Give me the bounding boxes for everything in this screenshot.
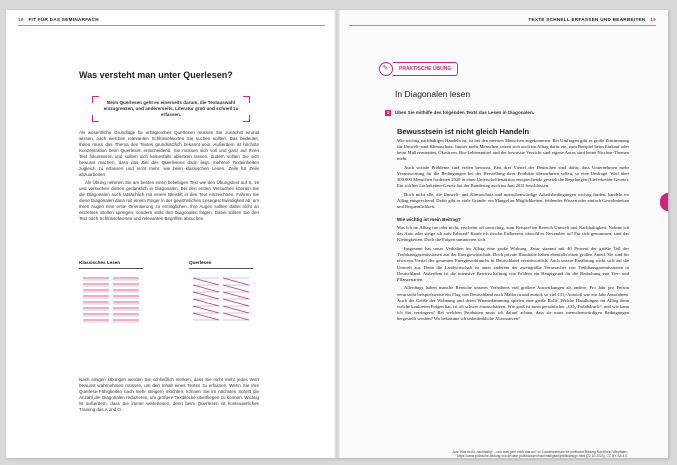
paragraph: Was ich im Alltag tue oder nicht, erscheint oft unwichtig, zum Beispiel im Bereich Umwelt und Nachhaltigkeit: Nehme ich das Auto oder steige ich aufs Fahrrad? Kaufe ich frische Erdbeeren, obwohl es November ist? Für sich genommen, sind das Kleinigkeiten. Doch die Folgen summieren sich. <box>397 225 629 243</box>
paragraph: Nach einigen Übungen werden Sie schließlich merken, dass Sie nicht mehr jedes Wort bewusst wahrnehmen müssen, um den Inhalt eines Textes zu erfassen. Wenn Sie Ihre Querlese-Fähigkeiten nach mehr steigern möchten, können Sie im nächsten Schritt die Anzahl der Diagonalen reduzieren, um größere Textblöcke überfliegen zu können. Wichtig ist außerdem, dass Sie immer weiterlesen, denn beim Querlesen ist kontinuierliches Training das A und O. <box>79 377 259 412</box>
practice-badge: PRAKTISCHE ÜBUNG <box>393 62 458 76</box>
exercise-title: In Diagonalen lesen <box>395 89 471 99</box>
closing-text <box>79 377 259 415</box>
paragraph: Doch nicht alle, die Umwelt- und Klimaschutz und menschenwürdige Arbeitsbedingungen wichtig finden, handeln im Alltag entsprechend. Dafür gibt es viele Gründe: ein Mangel an Möglichkeiten, fehlendes Wissen oder einfach Gewohnheiten und Bequemlichkeit. <box>397 192 629 210</box>
task-number: 1 <box>386 110 390 115</box>
right-page-running-title: TEXTE SCHNELL ERFASSEN UND BEARBEITEN <box>528 17 646 22</box>
chapter-tab <box>660 193 668 211</box>
article-subheading: Wie wichtig ist mein Beitrag? <box>397 216 461 222</box>
task-instruction: Üben Sie mithilfe des folgenden Texts das Lesen in Diagonalen. <box>395 110 535 115</box>
diagonal-reading-diagram <box>193 278 249 320</box>
callout-text: Beim Querlesen geht es einerseits darum, die Textauswahl einzugrenzen, und andererseits, Literatur grob und schnell zu erfassen. <box>103 100 239 117</box>
book-spine <box>334 10 340 458</box>
left-page-number: 18 <box>18 17 24 22</box>
right-page-header <box>528 17 656 22</box>
paragraph: Allerdings haben manche Bereiche unseres Verhaltens viel größere Auswirkungen als andere. Pro Jahr pro Person verursacht beispielsweise ein Flug von Deutschland nach Mallorca und zurück so viel CO₂-Ausstoß wie ein Jahr Autofahren. Auch die Größe der Wohnung und deren Wärmedämmung spielen eine große Rolle. Welche Handlungen im Alltag denn welche konkreten Folgen hat, ist oft schwer einzuschätzen. Wie groß ist mein persönlicher „CO₂-Fußabdruck“, und wie kann ich ihn verringern? Bei welchen Produkten muss ich darauf achten, dass sie unter menschenwürdigen Bedingungen hergestellt werden? Wo bekomme ich unbedenkliche Alternativen? <box>397 285 629 322</box>
right-page-number: 19 <box>650 17 656 22</box>
article-title: Bewusstsein ist nicht gleich Handeln <box>397 127 530 136</box>
paragraph: Als wesentliche Grundlage für erfolgreiches Querlesen müssen Sie zunächst einmal wissen, nach welchen relevanten Schlüsselworten Sie suchen sollten. Das bedeutet, Ihnen muss das Thema des Textes grundsätzlich bekannt sein. Außerdem ist höchste Konzentration beim Querlesen entscheidend. Sie müssen sich voll und ganz auf Ihren Text fokussieren und sollten sich keinesfalls ablenken lassen. Zudem sollten Sie sich bewusst machen, dass das Ziel des Querlesens darin liegt, mehrere Texteinheiten zugleich zu erfassen und nicht mehr, wie beim klassischen Lesen, Zeile für Zeile abzuarbeiten. <box>79 130 259 177</box>
paragraph: Auch soziale Probleme sind vielen bewusst. Fast drei Viertel der Deutschen sind dafür, dass Unternehmen mehr Verantwortung für die Bedingungen bei der Herstellung ihrer Produkte übernehmen sollen, so eine Umfrage. Weil über 300.000 Menschen forderten 2020 in einer Unterschriftenaktion entsprechende gesetzliche Regelungen (Lieferketten-Gesetz). Ein solches Lieferketten-Gesetz hat der Bundestag auch im Juni 2021 beschlossen. <box>397 165 629 189</box>
right-header-rule <box>349 25 656 26</box>
left-page-running-title: FIT FÜR DAS SEMINARFACH <box>28 17 99 22</box>
diagram-classic-label: Klassisches Lesen <box>79 260 121 265</box>
paragraph: Als Übung nehmen Sie am besten einen beliebigen Text wie den Übungstext auf S. 19 und versuchen diesen gedanklich in Diagonalen. Bei den ersten Versuchen können Sie die Diagonalen auch tatsächlich mit einem Bleistift in den Text einzeichnen. Fahren Sie diese Diagonalen dann mit einem Finger in der gewöhnlichen Lesegeschwindigkeit ab, um Ihren Augen eine erste Orientierung zu ermöglichen. Ihre Augen sollten dabei nicht an einzelnen Stellen springen, sondern strikt den Diagonalen folgen. Dabei sollten Sie den Text nach Schlüsselworten und relevanten Begriffen absuchen. <box>79 180 259 222</box>
article-body <box>397 138 629 325</box>
classic-reading-diagram <box>83 278 139 322</box>
right-page <box>337 10 668 458</box>
paragraph: Insgesamt hat unser Verhalten im Alltag eine große Wirkung. Zwar stammt mit 40 Prozent der größte Teil der Treibhausgasemissionen aus der Energiewirtschaft. Doch private Haushalte haben ebenfalls einen großen Anteil. Sie sind für etwa ein Viertel des gesamten Energieverbrauchs in Deutschland verantwortlich. Auch unsere Ernährung wirkt sich auf die Umwelt aus. Denn die Landwirtschaft ist unter anderem der zweitgrößte Verursacher von Treibhausgasemissionen in Deutschland. Außerdem ist die intensive Bewirtschaftung von Feldern ein Hauptgrund für die Bedrohung von Tier- und Pflanzenarten. <box>397 246 629 282</box>
paragraph: Wie wichtig nachhaltiges Handeln ist, ist bei den meisten Menschen angekommen. Bei Umfragen gibt es große Zustimmung für Umwelt- und Klimaschutz. Immer mehr Menschen setzen sich auch im Alltag dafür ein, zum Beispiel beim Einkauf oder beim Müllvermeiden. Ökostrom, Bio-Lebensmittel und der bewusste Verzicht sind eigene Autos sind keine Nischen-Themen mehr. <box>397 138 629 162</box>
source-citation: Aus: Was heißt „nachhaltig“ – und was geht mich das an? In: Landeszentrale für politische Bildung Nordrhein-Westfalen, https://www.politische-bildung.nrw.de/dein-politikwissen/nachhaltigkeit/politikdesign.html (22.10.2023), CC BY-SA 4.0. <box>452 450 628 458</box>
left-page <box>6 10 337 458</box>
section-heading: Was versteht man unter Querlesen? <box>79 70 233 80</box>
diagram-diagonal-label: Querlesen <box>189 260 212 265</box>
pencil-icon: ✎ <box>379 62 393 76</box>
